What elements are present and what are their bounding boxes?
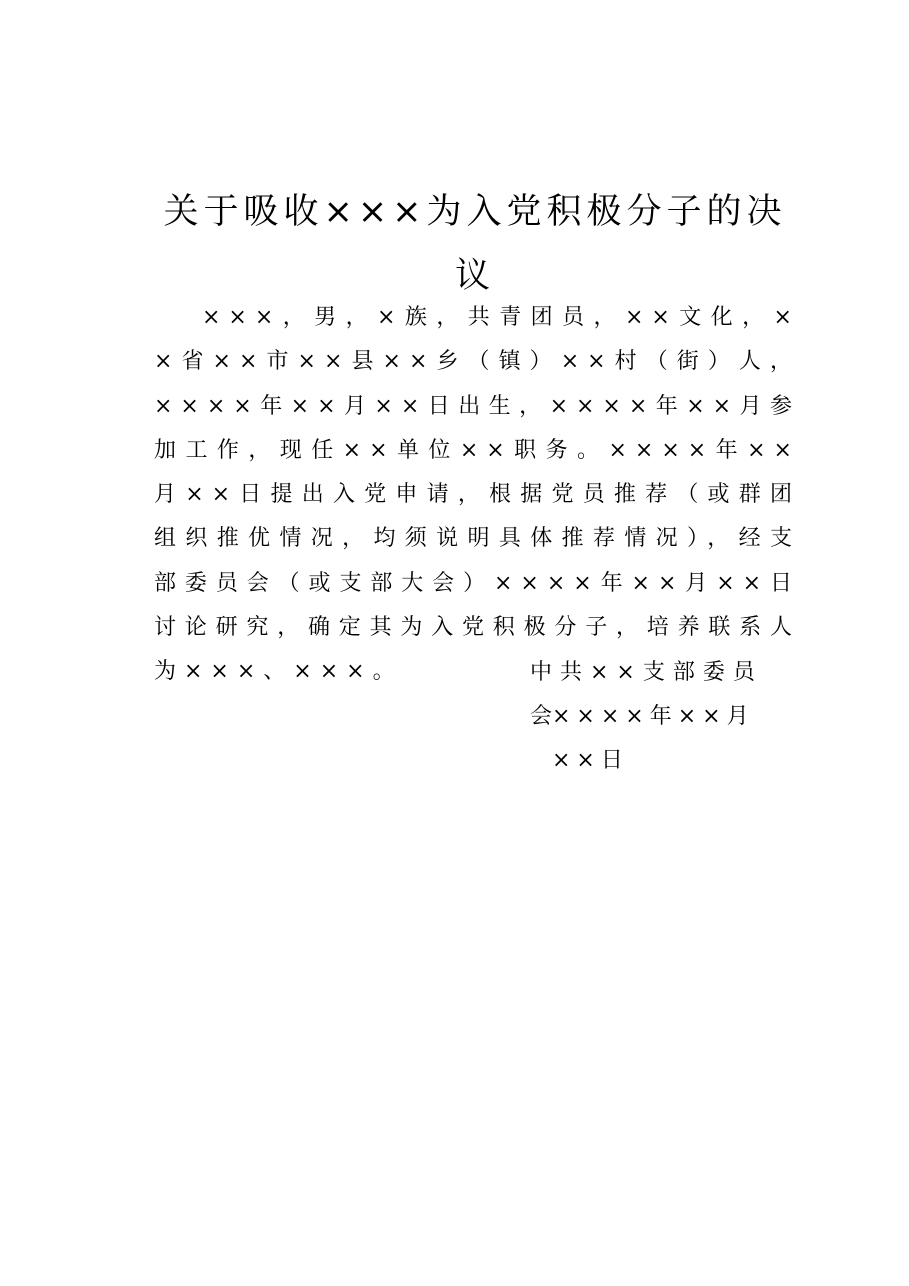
signature-organization: 中共××支部委员会 [530,660,763,729]
document-title: 关于吸收×××为入党积极分子的决议 [163,192,787,296]
signature-date: ××××年××月××日 [552,704,755,773]
resolution-body: ×××，男，×族，共青团员，××文化，××省××市××县××乡（镇）××村（街）人，××××年××月××日出生，××××年××月参加工作，现任××单位××职务。××××年××月××日提出入党申请，根据党员推荐（或群团组织推优情况，均须说明具体推荐情况），经支部委员会（或支部大会）××××年××月××日讨论研究，确定其为入党积极分子，培养联系人为×××、×××。 [154,305,800,685]
